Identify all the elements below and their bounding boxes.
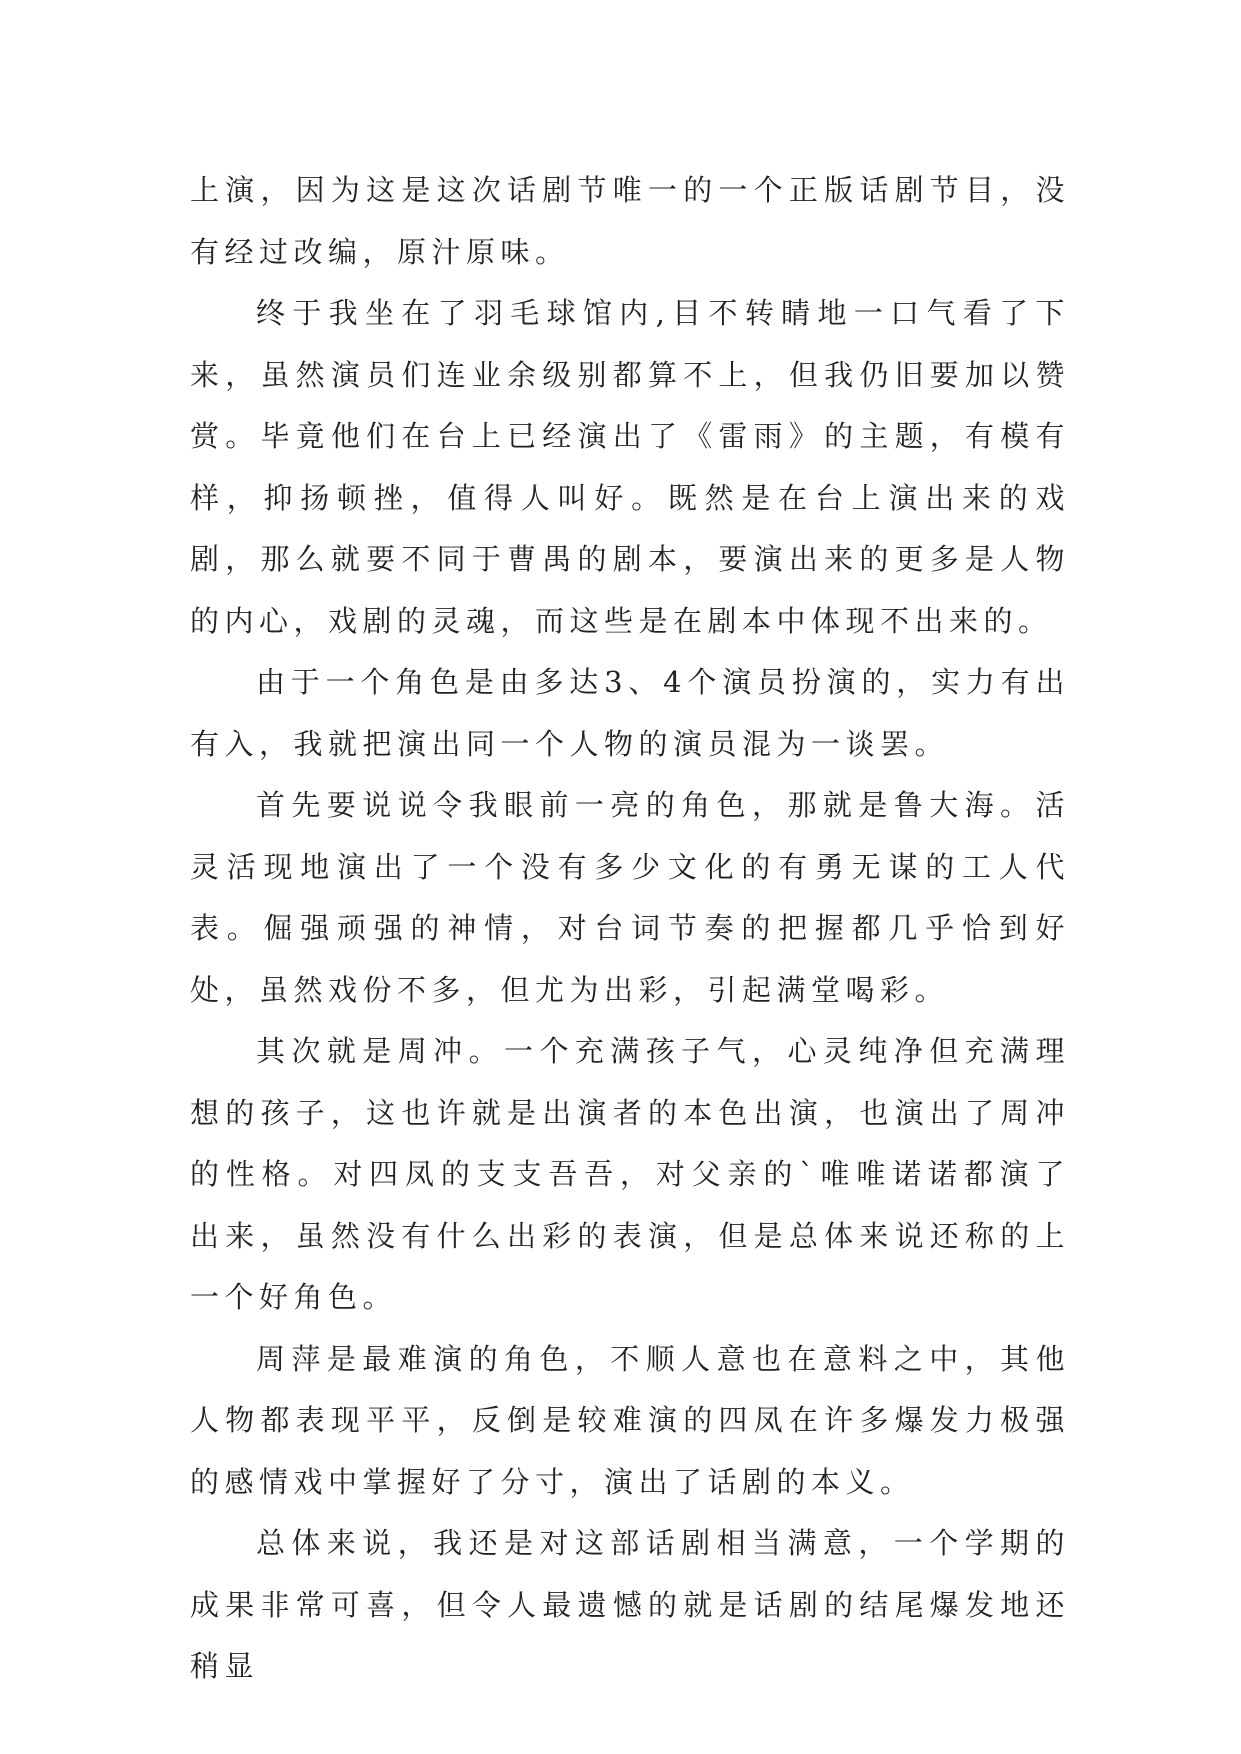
paragraph: 终于我坐在了羽毛球馆内,目不转睛地一口气看了下来，虽然演员们连业余级别都算不上，但我仍旧要加以赞赏。毕竟他们在台上已经演出了《雷雨》的主题，有模有样，抑扬顿挫，值得人叫好。既然是在台上演出来的戏剧，那么就要不同于曹禺的剧本，要演出来的更多是人物的内心，戏剧的灵魂，而这些是在剧本中体现不出来的。 (190, 296, 1070, 638)
paragraph: 由于一个角色是由多达3、4个演员扮演的，实力有出有入，我就把演出同一个人物的演员混为一谈罢。 (190, 665, 1070, 761)
paragraph: 首先要说说令我眼前一亮的角色，那就是鲁大海。活灵活现地演出了一个没有多少文化的有勇无谋的工人代表。倔强顽强的神情，对台词节奏的把握都几乎恰到好处，虽然戏份不多，但尤为出彩，引起满堂喝彩。 (190, 788, 1070, 1007)
paragraph: 上演，因为这是这次话剧节唯一的一个正版话剧节目，没有经过改编，原汁原味。 (190, 173, 1070, 269)
paragraph: 其次就是周冲。一个充满孩子气，心灵纯净但充满理想的孩子，这也许就是出演者的本色出演，也演出了周冲的性格。对四凤的支支吾吾，对父亲的`唯唯诺诺都演了出来，虽然没有什么出彩的表演，但是总体来说还称的上一个好角色。 (190, 1034, 1070, 1314)
paragraph: 总体来说，我还是对这部话剧相当满意，一个学期的成果非常可喜，但令人最遗憾的就是话剧的结尾爆发地还稍显 (190, 1526, 1070, 1683)
body-text (190, 160, 1070, 1698)
paragraph: 周萍是最难演的角色，不顺人意也在意料之中，其他人物都表现平平，反倒是较难演的四凤在许多爆发力极强的感情戏中掌握好了分寸，演出了话剧的本义。 (190, 1341, 1070, 1499)
